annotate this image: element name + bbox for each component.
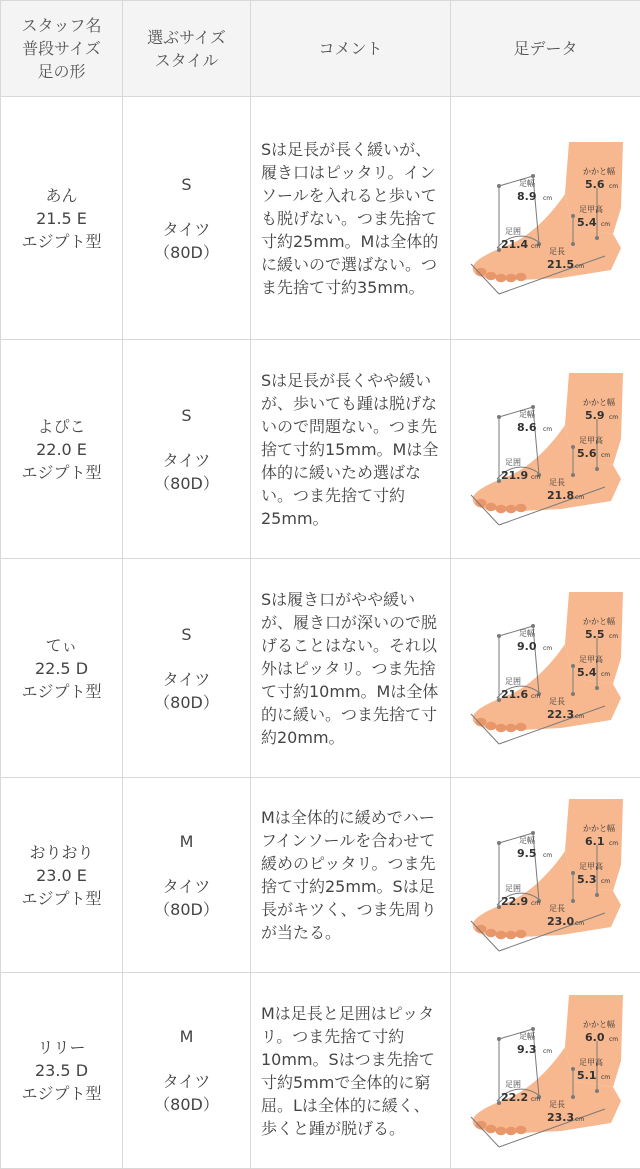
table-row [1, 97, 640, 340]
chosen-size: S [181, 624, 192, 644]
girth-value: 22.9 [500, 895, 528, 908]
staff-shape: エジプト型 [21, 462, 102, 482]
style-denier: （80D） [154, 242, 219, 262]
unit-label: cm [542, 195, 552, 202]
unit-label: cm [608, 633, 618, 640]
girth-value: 21.6 [500, 688, 528, 701]
length-label: 足長 [548, 904, 565, 913]
header-size [123, 1, 251, 97]
foot-width-label: 足幅 [518, 1031, 535, 1041]
header-staff [1, 1, 123, 97]
length-value: 21.5 [546, 258, 574, 271]
size-cell [123, 340, 251, 559]
unit-label: cm [600, 1073, 610, 1081]
foot-diagram [461, 795, 631, 955]
toe [515, 504, 526, 512]
foot-diagram [461, 369, 631, 529]
instep-height-value: 5.4 [576, 666, 596, 679]
length-label: 足長 [548, 697, 565, 706]
toe [515, 930, 526, 938]
foot-width-value: 8.9 [516, 190, 536, 203]
staff-cell [1, 340, 123, 559]
length-label: 足長 [548, 1099, 565, 1109]
girth-label: 足囲 [504, 1079, 521, 1089]
style-style: タイツ [162, 876, 211, 896]
comment-cell: Mは足長と足囲はピッタリ。つま先捨て寸約10mm。Sはつま先捨て寸約5mmで全体的に窮屈。Lは全体的に緩く、歩くと踵が脱げる。 [251, 973, 451, 1169]
style-style: タイツ [162, 1072, 211, 1091]
chosen-size: S [181, 174, 192, 194]
heel-width-value: 5.6 [584, 178, 604, 191]
toe [515, 273, 526, 281]
toe [515, 1125, 526, 1133]
unit-label: cm [600, 452, 610, 459]
comment-cell: Sは足長が長く緩いが、履き口はピッタリ。インソールを入れると歩いても脱げない。つま先捨て寸約25mm。Mは全体的に緩いので選ばない。つま先捨て寸約35mm。 [251, 97, 451, 340]
unit-label: cm [574, 263, 584, 270]
foot-data-cell [451, 97, 640, 340]
style-denier: （80D） [154, 473, 219, 493]
heel-width-label: かかと幅 [582, 1019, 615, 1029]
foot-width-label: 足幅 [518, 629, 535, 638]
unit-label: cm [574, 920, 584, 927]
heel-width-label: かかと幅 [582, 617, 615, 626]
toe [485, 272, 496, 280]
size-cell [123, 778, 251, 973]
staff-usual: 22.0 E [36, 439, 87, 459]
staff-shape: エジプト型 [21, 1084, 102, 1103]
staff-name: おりおり [29, 842, 94, 862]
toe [485, 929, 496, 937]
staff-usual: 23.5 D [34, 1061, 89, 1080]
style-style: タイツ [162, 450, 211, 470]
foot-diagram [461, 588, 631, 748]
header-size-style: スタイル [154, 50, 219, 70]
length-label: 足長 [548, 478, 565, 487]
header-size-choice: 選ぶサイズ [147, 27, 226, 47]
instep-height-label: 足甲高 [578, 436, 603, 445]
staff-cell [1, 97, 123, 340]
heel-width-label: かかと幅 [582, 167, 615, 176]
table-row [1, 973, 640, 1169]
toe [495, 274, 506, 282]
staff-usual: 23.0 E [36, 865, 87, 885]
heel-width-value: 6.1 [584, 835, 604, 848]
girth-label: 足囲 [504, 227, 521, 236]
unit-label: cm [600, 671, 610, 678]
foot-width-value: 9.3 [516, 1042, 536, 1056]
instep-height-label: 足甲高 [578, 862, 603, 871]
unit-label: cm [600, 221, 610, 228]
table-row [1, 778, 640, 973]
style-style: タイツ [162, 219, 211, 239]
length-label: 足長 [548, 247, 565, 256]
heel-width-label: かかと幅 [582, 398, 615, 407]
staff-usual: 21.5 E [36, 208, 87, 228]
size-cell [123, 559, 251, 778]
header-staff-shape: 足の形 [37, 62, 86, 81]
heel-width-value: 6.0 [584, 1030, 604, 1044]
staff-name: あん [45, 185, 78, 205]
toe [495, 724, 506, 732]
unit-label: cm [608, 840, 618, 847]
style-style: タイツ [162, 669, 211, 689]
staff-name: リリー [37, 1038, 86, 1057]
girth-label: 足囲 [504, 677, 521, 686]
header-row [1, 1, 640, 97]
foot-data-cell [451, 559, 640, 778]
header-staff-name: スタッフ名 [21, 16, 102, 35]
unit-label: cm [542, 852, 552, 859]
unit-label: cm [542, 426, 552, 433]
unit-label: cm [600, 878, 610, 885]
unit-label: cm [574, 1115, 584, 1123]
instep-height-label: 足甲高 [578, 655, 603, 664]
foot-data-cell [451, 778, 640, 973]
comment-cell: Mは全体的に緩めでハーフインソールを合わせて緩めのピッタリ。つま先捨て寸約25mm。Sは足長がキツく、つま先周りが当たる。 [251, 778, 451, 973]
staff-cell [1, 778, 123, 973]
heel-width-value: 5.9 [584, 409, 604, 422]
toe [505, 274, 516, 282]
length-value: 21.8 [546, 489, 574, 502]
size-cell [123, 973, 251, 1169]
foot-width-value: 9.0 [516, 640, 536, 653]
header-staff-usual: 普段サイズ [22, 39, 101, 58]
instep-height-label: 足甲高 [578, 1057, 603, 1067]
toe [485, 503, 496, 511]
chosen-size: M [179, 1027, 194, 1046]
toe [515, 723, 526, 731]
girth-label: 足囲 [504, 458, 521, 467]
unit-label: cm [530, 474, 540, 481]
toe [495, 1126, 506, 1134]
toe [505, 1126, 516, 1134]
girth-value: 22.2 [500, 1090, 528, 1104]
unit-label: cm [608, 414, 618, 421]
instep-height-value: 5.1 [576, 1068, 596, 1082]
chosen-size: M [179, 831, 194, 851]
unit-label: cm [542, 1047, 552, 1055]
staff-shape: エジプト型 [21, 888, 102, 908]
comment-cell: Sは履き口がやや緩いが、履き口が深いので脱げることはない。それ以外はピッタリ。つま先捨て寸約10mm。Mは全体的に緩い。つま先捨て寸約20mm。 [251, 559, 451, 778]
foot-width-value: 9.5 [516, 847, 536, 860]
instep-height-value: 5.6 [576, 447, 596, 460]
header-foot: 足データ [451, 1, 640, 97]
staff-shape: エジプト型 [21, 231, 102, 251]
length-value: 22.3 [546, 708, 574, 721]
staff-cell [1, 973, 123, 1169]
foot-data-cell [451, 340, 640, 559]
foot-width-label: 足幅 [518, 179, 535, 188]
unit-label: cm [530, 243, 540, 250]
table-row [1, 340, 640, 559]
toe [485, 722, 496, 730]
length-value: 23.0 [546, 915, 574, 928]
foot-width-label: 足幅 [518, 836, 535, 845]
staff-shape: エジプト型 [21, 681, 102, 701]
unit-label: cm [608, 1035, 618, 1043]
toe [495, 505, 506, 513]
foot-diagram [461, 991, 631, 1151]
girth-label: 足囲 [504, 884, 521, 893]
unit-label: cm [542, 645, 552, 652]
unit-label: cm [530, 693, 540, 700]
header-comment: コメント [251, 1, 451, 97]
instep-height-value: 5.4 [576, 216, 596, 229]
style-denier: （80D） [154, 692, 219, 712]
toe [485, 1124, 496, 1132]
style-denier: （80D） [154, 1095, 219, 1114]
foot-width-label: 足幅 [518, 410, 535, 419]
unit-label: cm [530, 900, 540, 907]
toe [505, 931, 516, 939]
toe [505, 724, 516, 732]
staff-cell [1, 559, 123, 778]
girth-value: 21.4 [500, 238, 528, 251]
instep-height-value: 5.3 [576, 873, 596, 886]
unit-label: cm [574, 713, 584, 720]
table-row [1, 559, 640, 778]
toe [505, 505, 516, 513]
chosen-size: S [181, 405, 192, 425]
staff-name: よぴこ [37, 416, 86, 436]
unit-label: cm [574, 494, 584, 501]
girth-value: 21.9 [500, 469, 528, 482]
foot-data-cell [451, 973, 640, 1169]
comment-cell: Sは足長が長くやや緩いが、歩いても踵は脱げないので問題ない。つま先捨て寸約15mm。Mは全体的に緩いため選ばない。つま先捨て寸約25mm。 [251, 340, 451, 559]
instep-height-label: 足甲高 [578, 205, 603, 214]
length-value: 23.3 [546, 1110, 574, 1124]
staff-usual: 22.5 D [34, 658, 89, 678]
heel-width-label: かかと幅 [582, 824, 615, 833]
staff-name: てぃ [45, 635, 78, 655]
toe [495, 931, 506, 939]
heel-width-value: 5.5 [584, 628, 604, 641]
unit-label: cm [608, 183, 618, 190]
size-cell [123, 97, 251, 340]
foot-diagram [461, 138, 631, 298]
unit-label: cm [530, 1095, 540, 1103]
style-denier: （80D） [154, 899, 219, 919]
foot-width-value: 8.6 [516, 421, 536, 434]
